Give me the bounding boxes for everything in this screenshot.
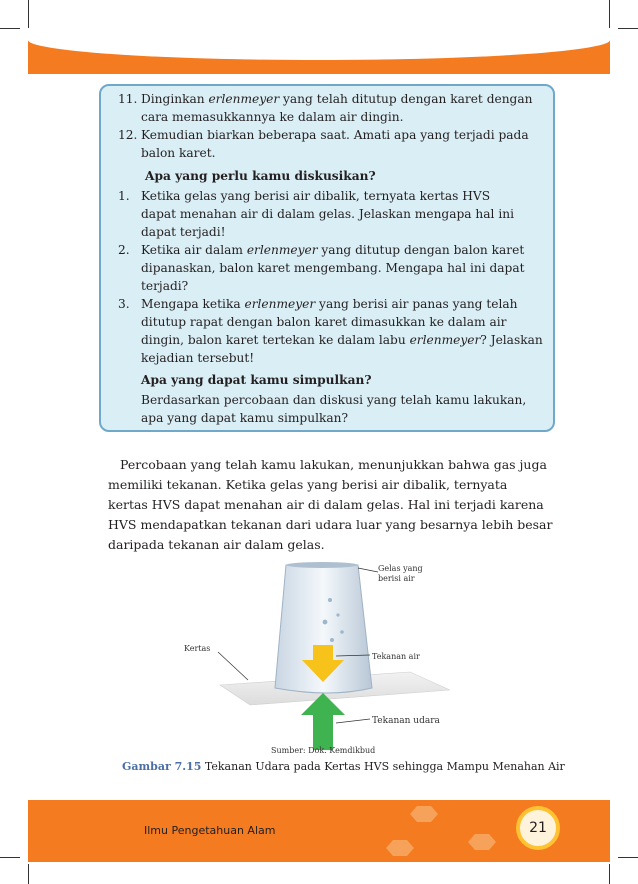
crop-mark	[609, 864, 610, 884]
label-glass-line2: berisi air	[378, 574, 415, 583]
section-heading: Apa yang perlu kamu diskusikan?	[145, 169, 376, 183]
list-line: dapat terjadi!	[141, 225, 226, 239]
list-line: Dinginkan erlenmeyer yang telah ditutup dengan karet dengan	[141, 92, 533, 106]
caption-text: Tekanan Udara pada Kertas HVS sehingga Mampu Menahan Air	[201, 760, 565, 773]
list-line: cara memasukkannya ke dalam air dingin.	[141, 110, 404, 124]
air-pressure-arrow	[301, 693, 345, 750]
section-heading: Apa yang dapat kamu simpulkan?	[141, 373, 372, 387]
label-water-pressure: Tekanan air	[372, 652, 420, 661]
list-line: balon karet.	[141, 146, 216, 160]
paragraph-line: kertas HVS dapat menahan air di dalam gelas. Hal ini terjadi karena	[108, 497, 544, 512]
list-line: Mengapa ketika erlenmeyer yang berisi air panas yang telah	[141, 297, 518, 311]
list-line: dapat menahan air di dalam gelas. Jelaskan mengapa hal ini	[141, 207, 514, 221]
paragraph-line: memiliki tekanan. Ketika gelas yang berisi air dibalik, ternyata	[108, 477, 508, 492]
crop-mark	[618, 28, 638, 29]
label-paper: Kertas	[184, 644, 211, 653]
label-glass-line1: Gelas yang	[378, 564, 423, 573]
figure-number: Gambar 7.15	[122, 760, 202, 773]
crop-mark	[0, 857, 20, 858]
list-number: 2.	[118, 243, 130, 257]
list-number: 11.	[118, 92, 138, 106]
book-title: Ilmu Pengetahuan Alam	[144, 824, 276, 837]
paragraph-line: HVS mendapatkan tekanan dari udara luar yang besarnya lebih besar	[108, 517, 553, 532]
paragraph-line: daripada tekanan air dalam gelas.	[108, 537, 325, 552]
page-number: 21	[529, 820, 547, 836]
list-line: Ketika gelas yang berisi air dibalik, ternyata kertas HVS	[141, 189, 491, 203]
crop-mark	[0, 28, 20, 29]
paragraph-line: Percobaan yang telah kamu lakukan, menunjukkan bahwa gas juga	[120, 457, 547, 472]
list-line: dipanaskan, balon karet mengembang. Mengapa hal ini dapat	[141, 261, 525, 275]
crop-mark	[28, 0, 29, 28]
top-decor-band	[28, 36, 610, 74]
list-line: terjadi?	[141, 279, 189, 293]
list-line: kejadian tersebut!	[141, 351, 255, 365]
list-line: Kemudian biarkan beberapa saat. Amati apa yang terjadi pada	[141, 128, 529, 142]
crop-mark	[609, 0, 610, 28]
list-number: 12.	[118, 128, 138, 142]
crop-mark	[28, 864, 29, 884]
figure-caption	[122, 760, 565, 774]
list-number: 3.	[118, 297, 130, 311]
list-line: dingin, balon karet tertekan ke dalam labu erlenmeyer? Jelaskan	[141, 333, 543, 347]
list-line: apa yang dapat kamu simpulkan?	[141, 411, 349, 425]
list-line: Berdasarkan percobaan dan diskusi yang telah kamu lakukan,	[141, 393, 527, 407]
label-air-pressure: Tekanan udara	[372, 716, 440, 726]
list-line: ditutup rapat dengan balon karet dimasukkan ke dalam air	[141, 315, 507, 329]
crop-mark	[618, 857, 638, 858]
figure-source: Sumber: Dok. Kemdikbud	[271, 746, 376, 755]
list-number: 1.	[118, 189, 130, 203]
list-line: Ketika air dalam erlenmeyer yang ditutup dengan balon karet	[141, 243, 525, 257]
